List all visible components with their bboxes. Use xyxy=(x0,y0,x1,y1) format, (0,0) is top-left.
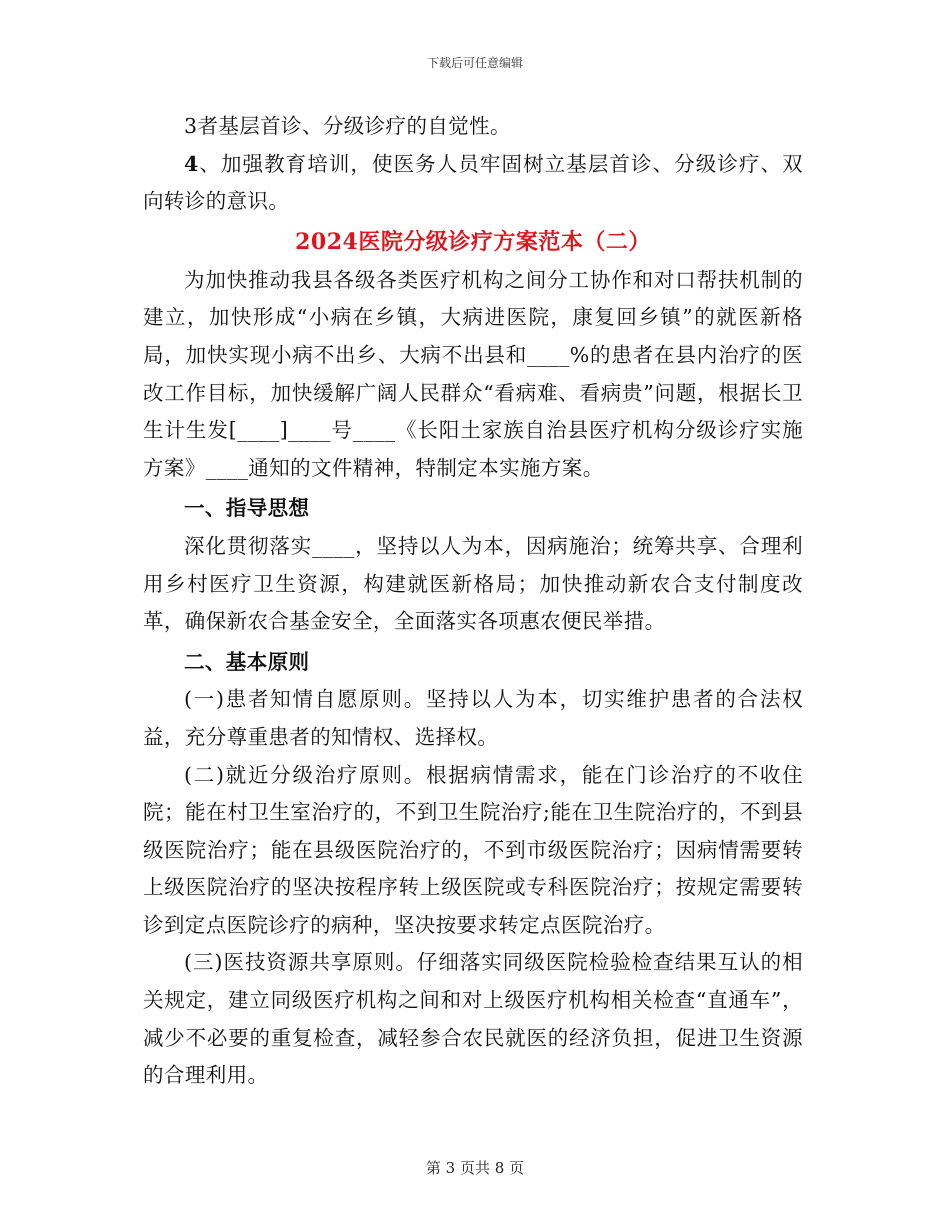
section-title: 2024医院分级诊疗方案范本（二） xyxy=(295,228,651,255)
principle-3: (三)医技资源共享原则。仔细落实同级医院检验检查结果互认的相关规定，建立同级医疗机构之间和对上级医疗机构相关检查“直通车”，减少不必要的重复检查，减轻参合农民就医的经济负担，促进卫生资源的合理利用。 xyxy=(143,950,803,1088)
paragraph-item-4 xyxy=(143,146,803,221)
intro-paragraph: 为加快推动我县各级各类医疗机构之间分工协作和对口帮扶机制的建立，加快形成“小病在乡镇，大病进医院，康复回乡镇”的就医新格局，加快实现小病不出乡、大病不出县和____%的患者在县内治疗的医改工作目标，加快缓解广阔人民群众“看病难、看病贵”问题，根据长卫生计生发[____]____号____《长阳土家族自治县医疗机构分级诊疗实施方案》____通知的文件精神，特制定本实施方案。 xyxy=(143,267,803,480)
heading-guiding-ideology: 一、指导思想 xyxy=(184,496,310,521)
guiding-paragraph: 深化贯彻落实____，坚持以人为本，因病施治；统筹共享、合理利用乡村医疗卫生资源，构建就医新格局；加快推动新农合支付制度改革，确保新农合基金安全，全面落实各项惠农便民举措。 xyxy=(143,533,803,634)
item-number: 4 xyxy=(184,151,199,176)
heading-basic-principles: 二、基本原则 xyxy=(184,649,310,674)
document-body xyxy=(143,108,803,1095)
page-footer: 第 3 页共 8 页 xyxy=(425,1159,525,1177)
item-text: 、加强教育培训，使医务人员牢固树立基层首诊、分级诊疗、双向转诊的意识。 xyxy=(143,151,803,214)
paragraph-continuation: 3者基层首诊、分级诊疗的自觉性。 xyxy=(184,114,511,138)
principle-2: (二)就近分级治疗原则。根据病情需求，能在门诊治疗的不收住院；能在村卫生室治疗的，不到卫生院治疗;能在卫生院治疗的，不到县级医院治疗；能在县级医院治疗的，不到市级医院治疗；因病情需要转上级医院治疗的坚决按程序转上级医院或专科医院治疗；按规定需要转诊到定点医院诊疗的病种，坚决按要求转定点医院治疗。 xyxy=(143,762,803,937)
page-header: 下载后可任意编辑 xyxy=(426,56,523,70)
principle-1: (一)患者知情自愿原则。坚持以人为本，切实维护患者的合法权益，充分尊重患者的知情权、选择权。 xyxy=(143,687,803,749)
